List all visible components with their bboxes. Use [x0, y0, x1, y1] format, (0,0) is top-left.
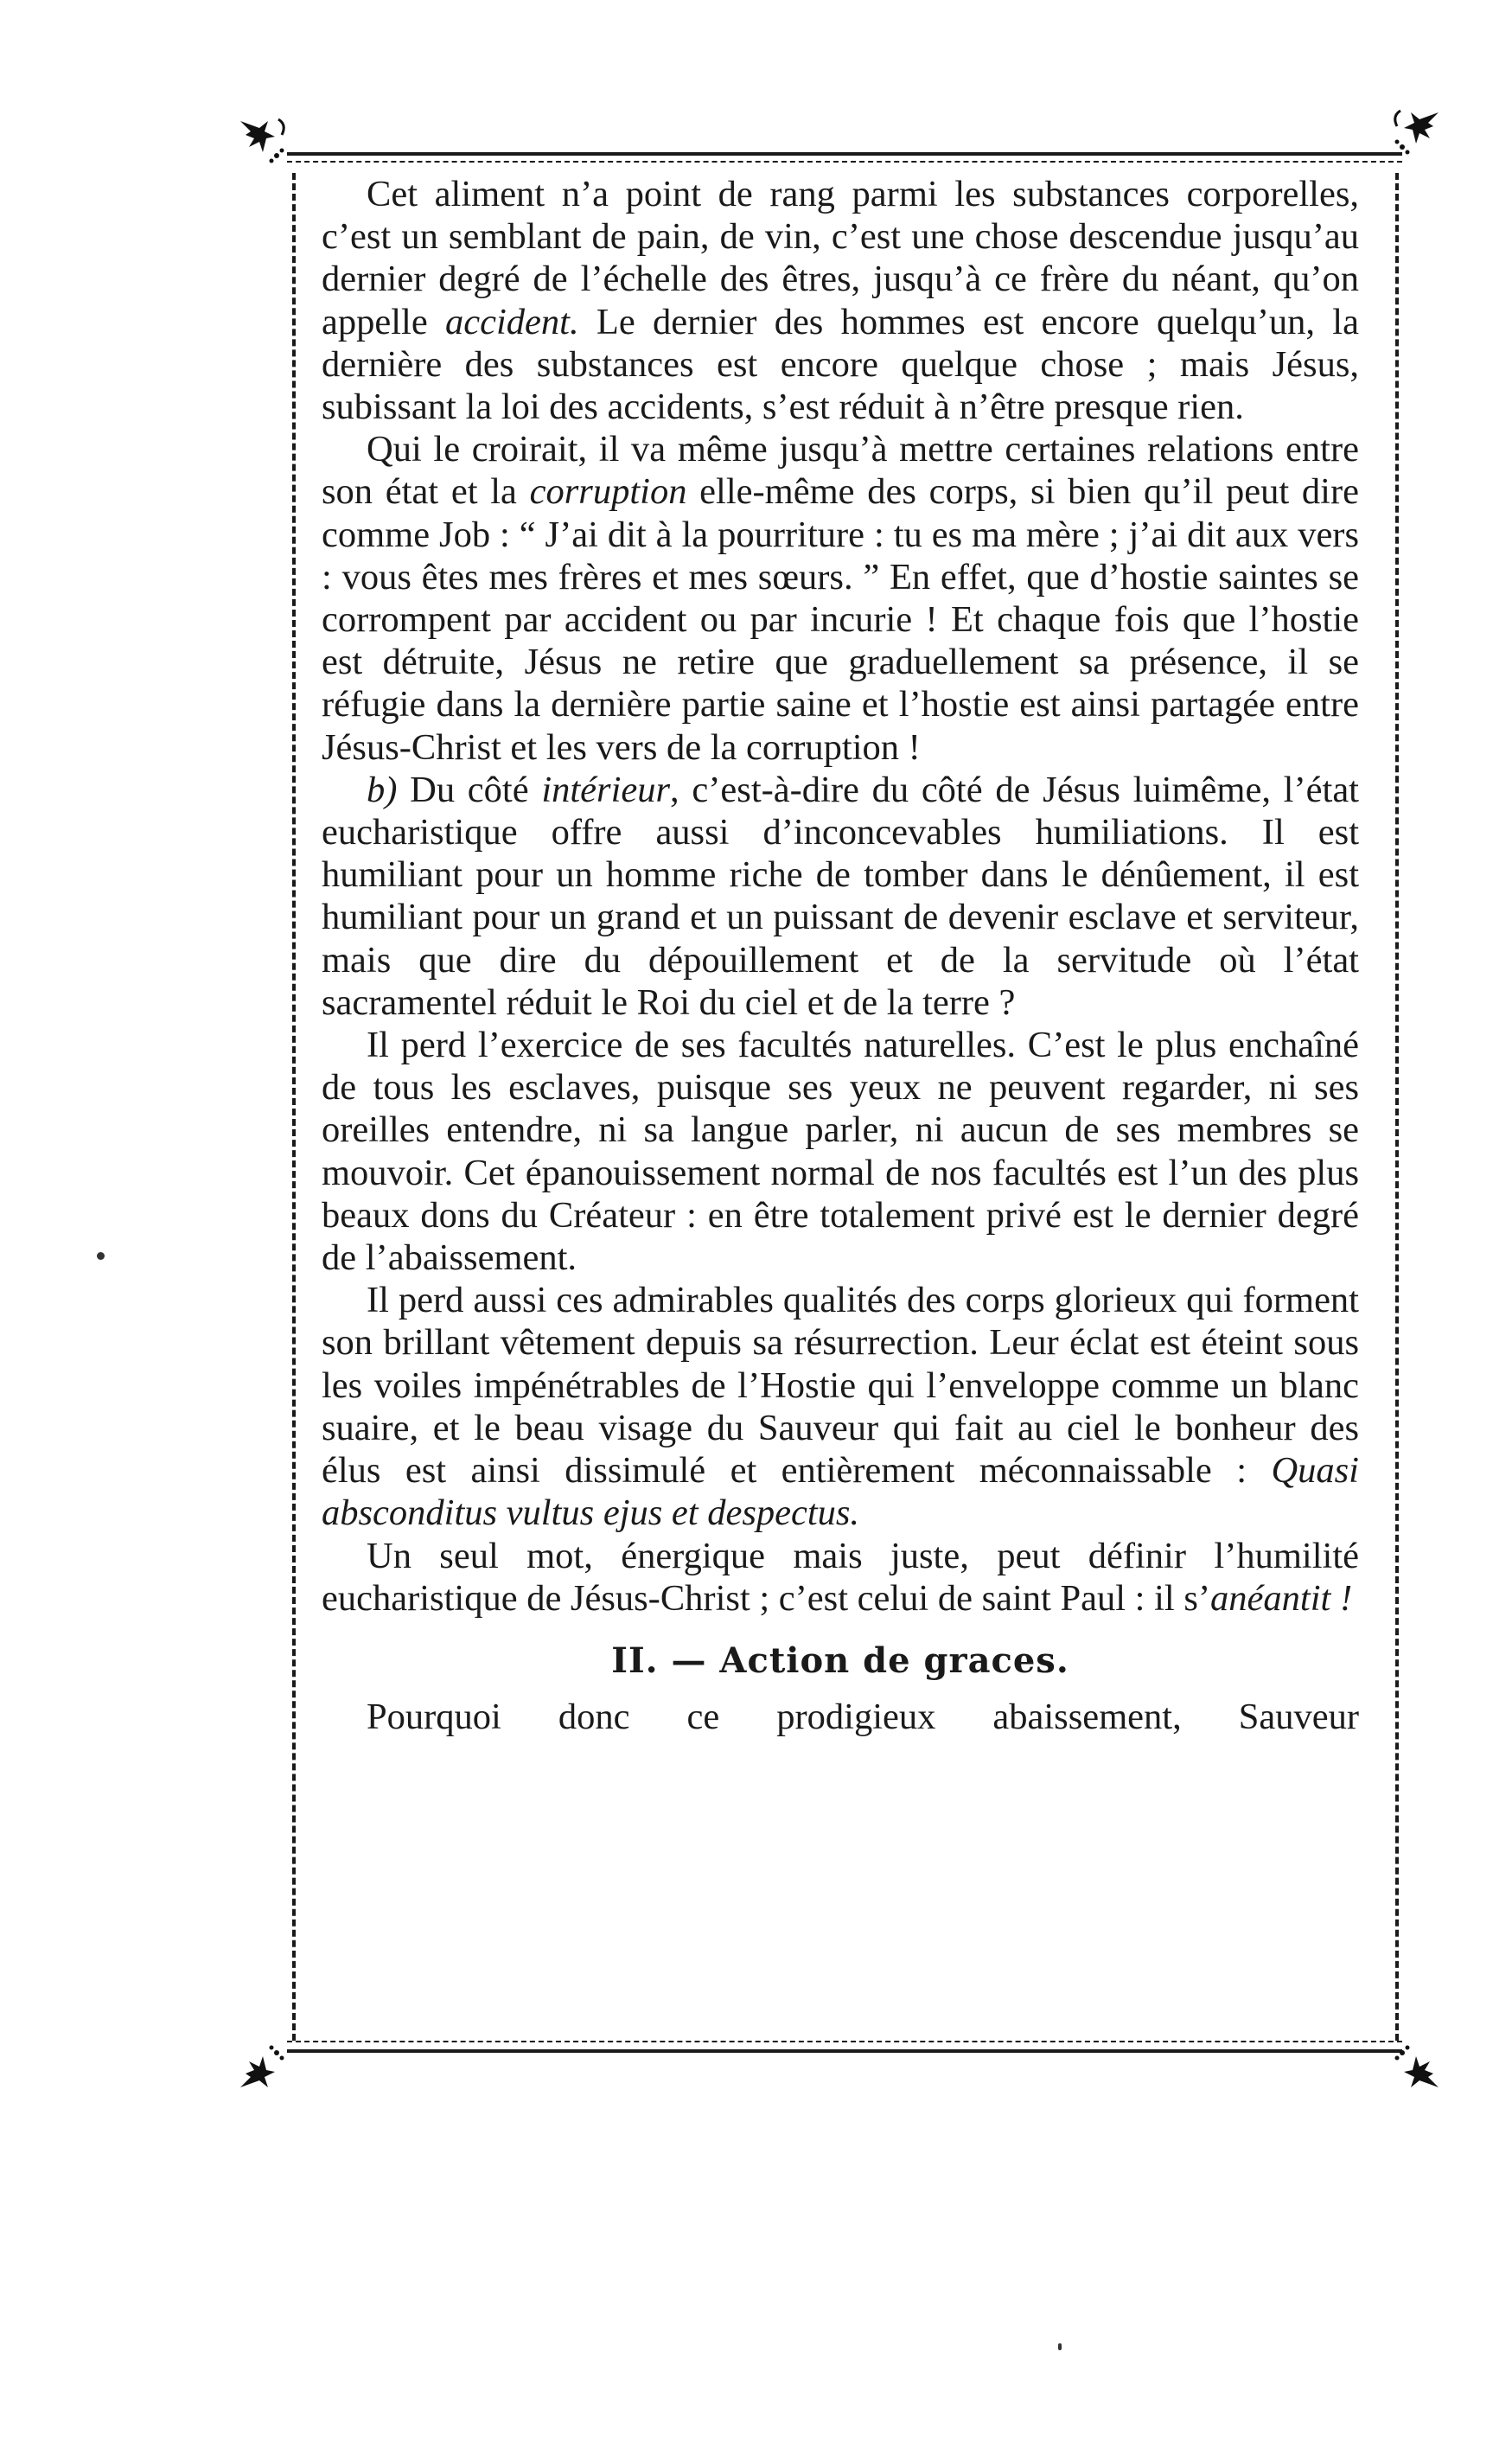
italic-text: corruption — [529, 471, 687, 513]
scan-speck — [97, 1252, 105, 1260]
text-run: Un seul mot, énergique mais juste, peut définir l’humilité eucharistique de Jésus-Christ ; c’est celui de saint Paul : il s’ — [322, 1535, 1359, 1619]
italic-text: accident. — [445, 301, 579, 342]
text-run: Qui le croirait, il va même jusqu’à mettre certaines relations entre son état et la — [322, 429, 1359, 513]
text-run: Le dernier des hommes est encore quelqu’un, la dernière des substances est encore quelque chose ; mais Jésus, subissant la loi des accidents, s’est réduit à n’être presque rien. — [322, 301, 1359, 428]
italic-text: anéantit ! — [1210, 1577, 1353, 1619]
leaf-ornament-icon — [1390, 104, 1445, 159]
paragraph-last-line: Pourquoi donc ce prodigieux abaissement, Sauveur — [367, 1696, 1359, 1737]
leaf-ornament-icon — [1390, 2041, 1445, 2096]
italic-text: b) — [367, 769, 398, 810]
top-border-rule-inner — [287, 161, 1402, 163]
paragraph — [322, 1279, 1359, 1534]
scan-speck — [1058, 2343, 1062, 2350]
italic-text: Quasi absconditus vultus ejus et despectus. — [322, 1450, 1359, 1534]
text-run: Il perd aussi ces admirables qualités des corps glorieux qui forment son brillant vêtement depuis sa résurrection. Leur éclat est éteint sous les voiles impénétrables de l’Hostie qui l’enveloppe comme un blanc suaire, et le beau visage du Sauveur qui fait au ciel le bonheur des élus est ainsi dissimulé et entièrement méconnaissable : — [322, 1280, 1359, 1492]
paragraph — [322, 1535, 1359, 1620]
italic-text: intérieur — [541, 769, 671, 810]
bottom-border-rule — [287, 2049, 1402, 2053]
text-run: elle-même des corps, si bien qu’il peut dire comme Job : “ J’ai dit à la pourriture : tu es ma mère ; j’ai dit aux vers : vous êtes mes frères et mes sœurs. ” En effet, que d’hostie saintes se corrompent par accident ou par incurie ! Et chaque fois que l’hostie est détruite, Jésus ne retire que graduellement sa présence, il se réfugie dans la dernière partie saine et l’hostie est ainsi partagée entre Jésus-Christ et les vers de la corruption ! — [322, 471, 1359, 768]
paragraph — [322, 769, 1359, 1024]
left-border-rule — [292, 173, 296, 2041]
text-run: Il perd l’exercice de ses facultés naturelles. C’est le plus enchaîné de tous les esclaves, puisque ses yeux ne peuvent regarder, ni ses oreilles entendre, ni sa langue parler, ni aucun de ses membres se mouvoir. Cet épanouissement normal de nos facultés est l’un des plus beaux dons du Créateur : en être totalement privé est le dernier degré de l’abaissement. — [322, 1025, 1359, 1279]
leaf-ornament-icon — [233, 112, 289, 168]
paragraph — [322, 1024, 1359, 1279]
text-run: Du côté — [397, 769, 542, 810]
paragraph — [322, 428, 1359, 769]
text-run: , c’est-à-dire du côté de Jésus luimême, l’état eucharistique offre aussi d’inconcevables humiliations. Il est humiliant pour un homme riche de tomber dans le dénûement, il est humiliant pour un grand et un puissant de devenir esclave et serviteur, mais que dire du dépouillement et de la servitude où l’état sacramentel réduit le Roi du ciel et de la terre ? — [322, 769, 1359, 1023]
paragraph — [322, 173, 1359, 428]
body-text — [322, 173, 1359, 1738]
leaf-ornament-icon — [233, 2041, 289, 2096]
bottom-border-rule-inner — [287, 2041, 1402, 2042]
top-border-rule — [287, 152, 1402, 156]
text-run: Cet aliment n’a point de rang parmi les substances corporelles, c’est un semblant de pain, de vin, c’est une chose descendue jusqu’au dernier degré de l’échelle des êtres, jusqu’à ce frère du néant, qu’on appelle — [322, 174, 1359, 342]
section-heading: II. — Action de graces. — [611, 1639, 1069, 1681]
right-border-rule — [1395, 173, 1399, 2041]
